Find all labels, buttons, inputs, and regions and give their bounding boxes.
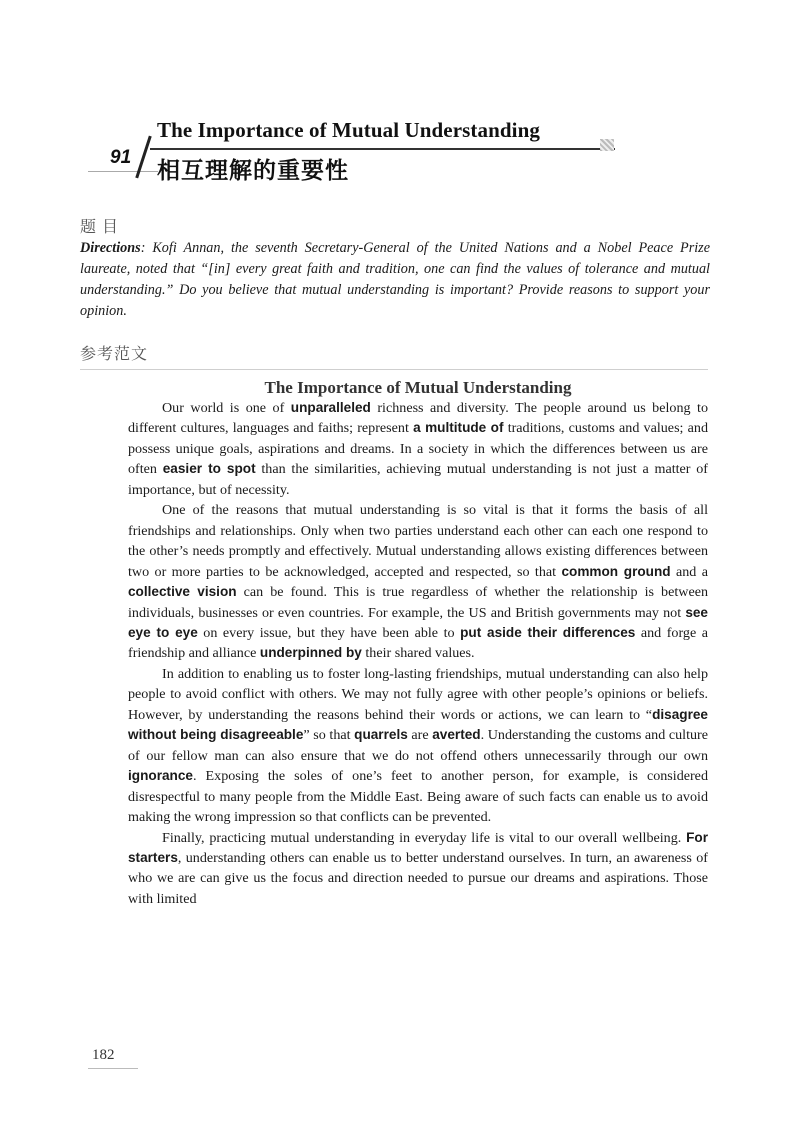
essay-paragraph-4	[128, 828, 708, 910]
key-phrase: disagree without being disagreeable	[128, 706, 708, 743]
essay-paragraph-3	[128, 664, 708, 828]
key-phrase: put aside their differences	[460, 624, 636, 640]
essay-text: are	[407, 727, 433, 744]
essay-text: Finally, practicing mutual understanding in everyday life is vital to our overall wellbeing.	[162, 829, 687, 846]
essay-section-rule	[80, 369, 708, 370]
essay-text: In addition to enabling us to foster long-lasting friendships, mutual understanding can also help people to avoid conflict with others. We may not fully agree with other people’s opinions or beliefs. However, by understanding the reasons behind their words or actions, we can learn to “	[128, 665, 708, 723]
key-phrase: see eye to eye	[128, 604, 708, 640]
chapter-title-english: The Importance of Mutual Understanding	[157, 118, 540, 142]
essay-text: Our world is one of	[162, 400, 291, 416]
essay-text: and forge a friendship and alliance	[128, 624, 709, 662]
header-number-underline	[88, 171, 158, 172]
page-number: 182	[92, 1047, 115, 1063]
essay-text: ” so that	[303, 727, 355, 744]
key-phrase: averted	[432, 727, 481, 743]
essay-section-label: 参考范文	[80, 344, 149, 363]
essay-text: than the similarities, achieving mutual understanding is not just a matter of importance, but of necessity.	[128, 461, 708, 498]
essay-text: . Exposing the soles of one’s feet to another person, for example, is considered disrespectful to many people from the Middle East. Being aware of such facts can enable us to avoid making the wrong impression so that conflicts can be prevented.	[128, 768, 708, 826]
essay-text: , understanding others can enable us to better understand ourselves. In turn, an awareness of who we are can give us the focus and direction needed to pursue our dreams and aspirations. Those with limited	[128, 849, 708, 907]
essay-text: and a	[670, 563, 708, 580]
key-phrase: ignorance	[128, 768, 193, 784]
chapter-number: 91	[110, 147, 132, 168]
key-phrase: quarrels	[354, 727, 408, 743]
directions-label: Directions	[80, 240, 141, 256]
essay-text: can be found. This is true regardless of whether the relationship is between individuals, businesses or even countries. For example, the US and British governments may not	[128, 584, 708, 621]
key-phrase: easier to spot	[162, 461, 256, 477]
essay-text: One of the reasons that mutual understanding is so vital is that it forms the basis of all friendships and relationships. Only when two parties understand each other can each one respond to the other’s needs promptly and effectively. Mutual understanding allows existing differences between two or more parties to be acknowledged, accepted and respected, so that	[128, 502, 708, 580]
key-phrase: For starters	[128, 829, 708, 865]
essay-paragraph-1	[128, 398, 708, 500]
essay-paragraph-2	[128, 500, 708, 664]
essay-text: on every issue, but they have been able to	[197, 624, 461, 641]
chapter-title-chinese: 相互理解的重要性	[157, 157, 349, 184]
key-phrase: underpinned by	[259, 645, 362, 661]
essay-text: . Understanding the customs and culture of our fellow man can also ensure that we do not offend others unnecessarily through our own	[128, 727, 709, 764]
directions-body: : Kofi Annan, the seventh Secretary-General of the United Nations and a Nobel Peace Prize laureate, noted that “[in] every great faith and tradition, one can find the values of tolerance and mutual understanding.” Do you believe that mutual understanding is important? Provide reasons to support your opinion.	[80, 240, 710, 319]
footer-rule	[88, 1068, 138, 1069]
header-rule-ornament	[600, 139, 614, 151]
prompt-section-label: 题目	[80, 217, 125, 236]
essay-text: their shared values.	[361, 645, 475, 662]
key-phrase: collective vision	[128, 584, 237, 600]
key-phrase: common ground	[561, 563, 671, 579]
essay-body	[128, 398, 708, 909]
essay-text: traditions, customs and values; and possess unique goals, aspirations and dreams. In a society in which the differences between us are often	[128, 420, 708, 478]
directions-text	[80, 238, 710, 322]
key-phrase: a multitude of	[413, 420, 504, 436]
essay-title: The Importance of Mutual Understanding	[264, 378, 572, 397]
header-rule	[150, 148, 615, 150]
essay-text: richness and diversity. The people around us belong to different cultures, languages and faiths; represent	[128, 400, 709, 437]
key-phrase: unparalleled	[290, 400, 371, 415]
